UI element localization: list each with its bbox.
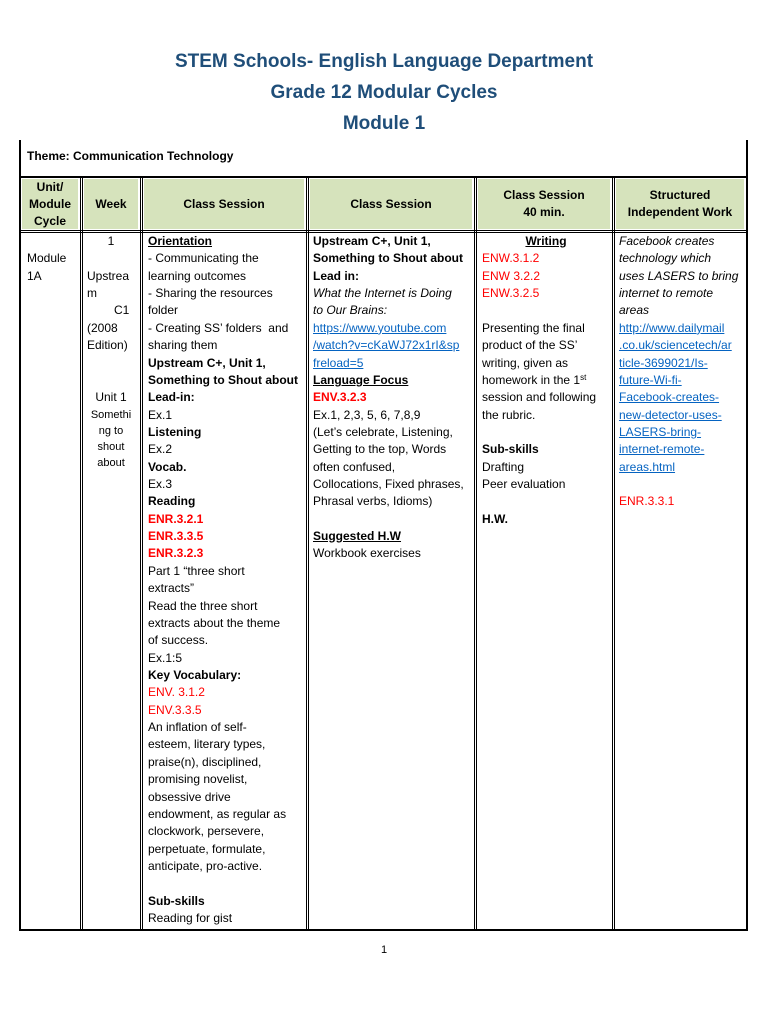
- cell-line: perpetuate, formulate,: [148, 841, 266, 856]
- cell-line: Ex.2: [148, 442, 173, 457]
- cell-line: extracts”: [148, 581, 195, 596]
- cell-line: praise(n), disciplined,: [148, 754, 262, 769]
- standard-code: ENW 3.2.2: [482, 268, 541, 283]
- header-line: Cycle: [33, 213, 67, 228]
- header-line: Class Session: [183, 196, 265, 211]
- cell-line: areas: [619, 303, 650, 318]
- cell-line: Facebook creates: [619, 234, 715, 248]
- cell-line: An inflation of self-: [148, 720, 247, 735]
- section-heading: Sub-skills: [148, 893, 205, 908]
- class-session-2-cell: [313, 233, 472, 563]
- cell-line: writing, given as: [482, 355, 569, 370]
- week-cell: [81, 233, 141, 472]
- section-heading: Vocab.: [148, 459, 187, 474]
- article-link[interactable]: LASERS-bring-: [619, 424, 702, 439]
- header-line: Independent Work: [627, 205, 733, 219]
- cell-line: extracts about the theme: [148, 615, 281, 630]
- article-link[interactable]: areas.html: [619, 459, 676, 474]
- column-divider: [474, 177, 477, 930]
- cell-line: Ex.3: [148, 477, 173, 492]
- cell-line: sharing them: [148, 338, 218, 353]
- header-unit: [22, 179, 78, 229]
- cell-line: Ex.1:5: [148, 650, 183, 665]
- cell-line: internet to remote: [619, 286, 714, 301]
- header-line: Class Session: [350, 196, 432, 211]
- article-link[interactable]: ticle-3699021/Is-: [619, 355, 708, 370]
- cell-line: 1A: [27, 268, 42, 283]
- standard-code: ENV.3.3.5: [148, 702, 202, 717]
- page-number: 1: [380, 944, 388, 956]
- cell-line: m: [87, 286, 97, 301]
- cell-line: technology which: [619, 251, 712, 266]
- section-heading: Lead in:: [313, 268, 360, 283]
- standard-code: ENV.3.2.3: [313, 390, 367, 405]
- cell-line: What the Internet is Doing: [313, 286, 452, 301]
- cell-line: Reading for gist: [148, 911, 233, 926]
- section-heading: Something to Shout about: [148, 372, 298, 387]
- standard-code: ENW.3.2.5: [482, 286, 540, 301]
- cell-line: uses LASERS to bring: [619, 268, 739, 283]
- section-heading: Reading: [148, 494, 196, 509]
- theme-label: Theme: Communication Technology: [27, 149, 234, 163]
- section-heading: Upstream C+, Unit 1,: [148, 355, 266, 370]
- cell-line: anticipate, pro-active.: [148, 858, 263, 873]
- header-line: 40 min.: [523, 205, 565, 219]
- cell-line: clockwork, persevere,: [148, 824, 265, 839]
- cell-line: often confused,: [313, 459, 396, 474]
- resource-link[interactable]: /watch?v=cKaWJ72x1rI&sp: [313, 338, 460, 353]
- article-link[interactable]: future-Wi-fi-: [619, 372, 682, 387]
- module-heading: Module 1: [342, 113, 426, 134]
- standard-code: ENR.3.2.1: [148, 511, 204, 526]
- cell-line: esteem, literary types,: [148, 737, 266, 752]
- cell-line: Presenting the final: [482, 320, 585, 335]
- cell-line: folder: [148, 303, 179, 318]
- cell-line: promising novelist,: [148, 772, 248, 787]
- table-border-right: [746, 140, 748, 931]
- cell-line: - Communicating the: [148, 251, 259, 266]
- standard-code: ENW.3.1.2: [482, 251, 540, 266]
- header-independent-work: [616, 179, 744, 229]
- cell-line: Getting to the top, Words: [313, 442, 447, 457]
- section-heading: Lead-in:: [148, 390, 195, 405]
- column-divider: [612, 177, 615, 930]
- table-border-bottom: [19, 929, 748, 931]
- class-session-3-cell: [482, 233, 610, 528]
- cell-line: to Our Brains:: [313, 303, 388, 318]
- section-heading: Writing: [525, 234, 567, 248]
- cell-line: Peer evaluation: [482, 477, 566, 492]
- header-line: Week: [95, 196, 127, 211]
- cell-line: about: [97, 457, 125, 470]
- week-number: 1: [107, 234, 115, 248]
- cell-line: Unit 1: [95, 390, 127, 405]
- section-heading: Orientation: [148, 234, 213, 248]
- section-heading: Upstream C+, Unit 1,: [313, 234, 431, 248]
- cell-line: learning outcomes: [148, 268, 247, 283]
- standard-code: ENR.3.2.3: [148, 546, 204, 561]
- standard-code: ENV. 3.1.2: [148, 685, 205, 700]
- cell-line: Module: [27, 251, 67, 266]
- cell-line: of success.: [148, 633, 209, 648]
- cell-line: product of the SS’: [482, 338, 578, 353]
- cell-line: obsessive drive: [148, 789, 231, 804]
- article-link[interactable]: .co.uk/sciencetech/ar: [619, 338, 732, 353]
- cell-line: (2008: [87, 320, 118, 335]
- header-line: Structured: [649, 188, 711, 202]
- standard-code: ENR.3.3.5: [148, 529, 204, 544]
- cell-line: Read the three short: [148, 598, 258, 613]
- header-week: [84, 179, 138, 229]
- cell-line-text: homework in the 1: [482, 372, 581, 387]
- header-line: Class Session: [503, 188, 585, 202]
- cell-line: the rubric.: [482, 407, 536, 422]
- header-top-border: [19, 176, 748, 178]
- article-link[interactable]: Facebook-creates-: [619, 390, 720, 405]
- cell-line: endowment, as regular as: [148, 806, 287, 821]
- ordinal-suffix: st: [580, 372, 587, 382]
- cell-line: Ex.1, 2,3, 5, 6, 7,8,9: [313, 407, 421, 422]
- cell-line: session and following: [482, 390, 597, 405]
- unit-cell: [27, 233, 79, 285]
- article-link[interactable]: http://www.dailymail: [619, 320, 725, 335]
- header-line: Unit/: [36, 179, 64, 194]
- cell-line: Edition): [87, 338, 128, 353]
- resource-link[interactable]: freload=5: [313, 355, 364, 370]
- section-heading: Something to Shout about: [313, 251, 463, 266]
- section-heading: Listening: [148, 424, 202, 439]
- section-heading: Sub-skills: [482, 442, 539, 457]
- cell-line: - Sharing the resources: [148, 286, 273, 301]
- cell-line: Phrasal verbs, Idioms): [313, 494, 433, 509]
- cell-line: Workbook exercises: [313, 546, 421, 561]
- header-class-session-2: [310, 179, 472, 229]
- cell-line: Upstrea: [87, 268, 130, 283]
- independent-work-cell: [619, 233, 745, 511]
- cell-line: Ex.1: [148, 407, 173, 422]
- cell-line: [482, 372, 610, 389]
- cell-line: Somethi: [90, 408, 132, 421]
- cell-line: Part 1 “three short: [148, 563, 245, 578]
- cell-line: - Creating SS’ folders and: [148, 320, 289, 335]
- table-border-left: [19, 140, 21, 931]
- class-session-1-cell: [148, 233, 304, 927]
- cell-line: ng to: [98, 424, 124, 437]
- cell-line: Drafting: [482, 459, 525, 474]
- article-link[interactable]: internet-remote-: [619, 442, 705, 457]
- document-subtitle: Grade 12 Modular Cycles: [270, 82, 498, 103]
- standard-code: ENR.3.3.1: [619, 494, 675, 509]
- header-class-session-1: [144, 179, 304, 229]
- section-heading: H.W.: [482, 511, 508, 526]
- header-line: Module: [29, 196, 71, 211]
- cell-line: C1: [114, 303, 130, 318]
- section-heading: Language Focus: [313, 372, 409, 387]
- cell-line: Collocations, Fixed phrases,: [313, 477, 464, 492]
- document-title: STEM Schools- English Language Department: [174, 51, 594, 72]
- column-divider: [306, 177, 309, 930]
- article-link[interactable]: new-detector-uses-: [619, 407, 722, 422]
- section-heading: Key Vocabulary:: [148, 667, 242, 682]
- header-class-session-3: [478, 179, 610, 229]
- cell-line: (Let’s celebrate, Listening,: [313, 424, 453, 439]
- resource-link[interactable]: https://www.youtube.com: [313, 320, 447, 335]
- section-heading: Suggested H.W: [313, 529, 402, 544]
- cell-line: shout: [97, 441, 125, 454]
